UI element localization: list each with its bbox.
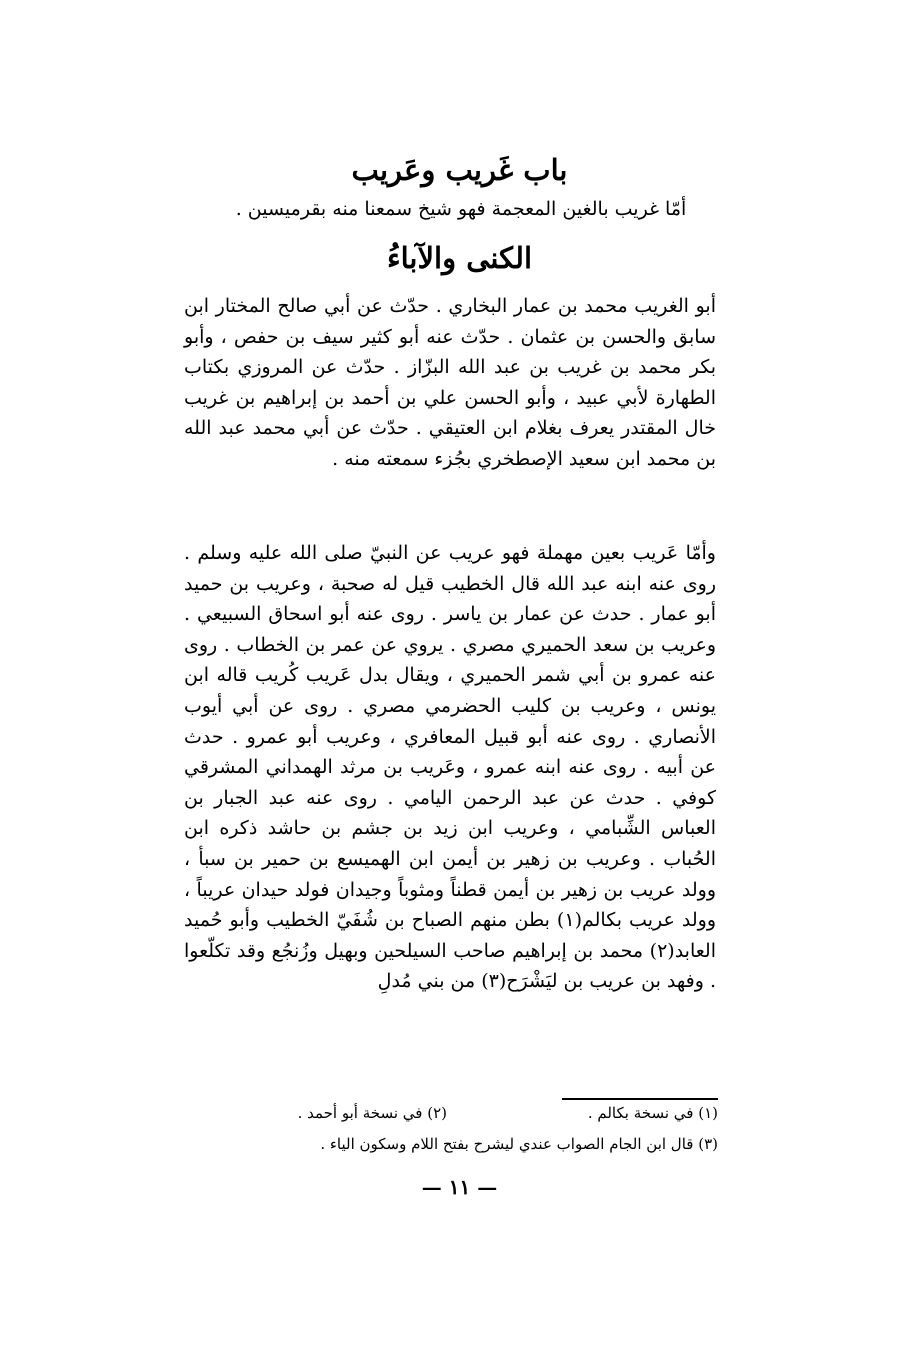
- page-number: — ١١ —: [421, 1175, 498, 1199]
- paragraph-2: وأمّا عَريب بعين مهملة فهو عريب عن النبيّ صلى الله عليه وسلم . روى عنه ابنه عبد الله قال الخطيب قيل له صحبة ، وعريب بن حميد أبو عمار . حدث عن عمار بن ياسر . روى عنه أبو اسحاق السبيعي . وعريب بن سعد الحميري مصري . يروي عن عمر بن الخطاب . روى عنه عمرو بن أبي شمر الحميري ، ويقال بدل عَريب كُريب قاله ابن يونس ، وعريب بن كليب الحضرمي مصري . روى عن أبي أيوب الأنصاري . روى عنه أبو قبيل المعافري ، وعريب أبو عمرو . حدث عن أبيه . روى عنه ابنه عمرو ، وعَريب بن مرثد الهمداني المشرقي كوفي . حدث عن عبد الرحمن اليامي . روى عنه عبد الجبار بن العباس الشِّبامي ، وعريب ابن زيد بن جشم بن حاشد ذكره ابن الحُباب . وعريب بن زهير بن أيمن ابن الهميسع بن حمير بن سبأ ، وولد عريب بن زهير بن أيمن قطناً ومثوباً وجيدان فولد حيدان عريباً ، وولد عريب بكالم(١) بطن منهم الصباح بن شُفَيّ الخطيب وأبو حُميد العابد(٢) محمد بن إبراهيم صاحب السيلحين وبهيل وزُنجُع وقد تكلّعوا . وفهد بن عريب بن ليَشْرَح(٣) من بني مُدلِ: [184, 542, 717, 993]
- footnote-1: (١) في نسخة بكالم .: [587, 1104, 718, 1122]
- section-title: الكنى والآباءُ: [386, 241, 533, 275]
- chapter-intro: أمّا غريب بالغين المعجمة فهو شيخ سمعنا منه بقرميسين .: [235, 198, 687, 220]
- paragraph-1: أبو الغريب محمد بن عمار البخاري . حدّث عن أبي صالح المختار ابن سابق والحسن بن عثمان . حدّث عنه أبو كثير سيف بن حفص ، وأبو بكر محمد بن غريب بن عبد الله البزّاز . حدّث عن المروزي بكتاب الطهارة لأبي عبيد ، وأبو الحسن علي بن أحمد بن إبراهيم بن غريب خال المقتدر يعرف بغلام ابن العتيقي . حدّث عن أبي محمد عبد الله بن محمد ابن سعيد الإصطخري بجُزء سمعته منه .: [184, 295, 716, 470]
- footnote-3: (٣) قال ابن الجام الصواب عندي ليشرح بفتح اللام وسكون الياء .: [320, 1135, 718, 1153]
- footnote-2: (٢) في نسخة أبو أحمد .: [297, 1104, 447, 1122]
- chapter-title: باب غَريب وعَريب: [351, 153, 568, 187]
- footnote-divider: [562, 1098, 718, 1100]
